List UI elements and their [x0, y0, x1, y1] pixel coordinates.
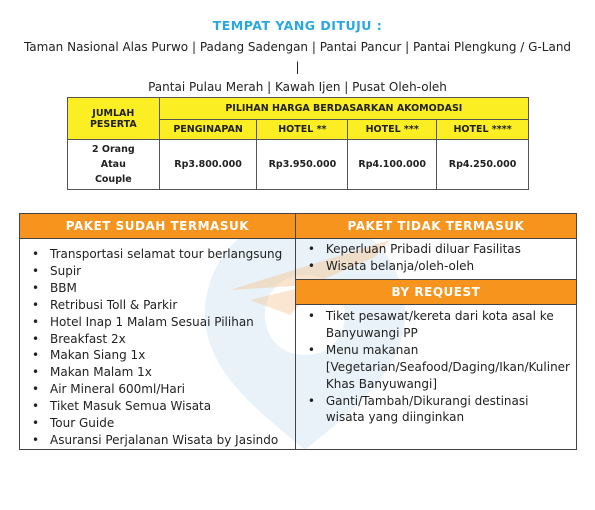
excluded-header: PAKET TIDAK TERMASUK: [295, 214, 576, 239]
list-item: • Breakfast 2x: [20, 331, 295, 348]
included-header: PAKET SUDAH TERMASUK: [20, 214, 296, 239]
destinations-heading: TEMPAT YANG DITUJU :: [212, 18, 383, 33]
list-item: • Menu makanan [Vegetarian/Seafood/Daging/Ikan/Kuliner Khas Banyuwangi]: [296, 342, 576, 393]
excluded-list: [296, 239, 576, 275]
list-item: • Tiket Masuk Semua Wisata: [20, 398, 295, 415]
list-item: • Air Mineral 600ml/Hari: [20, 381, 295, 398]
destinations-list: [22, 37, 573, 97]
package-table: [19, 213, 577, 450]
request-list: [296, 305, 576, 430]
destinations-line-2: Pantai Pulau Merah | Kawah Ijen | Pusat Oleh-oleh: [148, 80, 447, 94]
list-item: • Tour Guide: [20, 415, 295, 432]
price-cell: Rp4.250.000: [437, 140, 529, 190]
list-item: • Supir: [20, 263, 295, 280]
list-item: • Ganti/Tambah/Dikurangi destinasi wisata yang diinginkan: [296, 393, 576, 427]
list-item: • Hotel Inap 1 Malam Sesuai Pilihan: [20, 314, 295, 331]
list-item: • Makan Siang 1x: [20, 347, 295, 364]
list-item: • Makan Malam 1x: [20, 364, 295, 381]
price-cell: Rp4.100.000: [348, 140, 437, 190]
destinations-line-1: Taman Nasional Alas Purwo | Padang Sadengan | Pantai Pancur | Pantai Plengkung / G-Land |: [23, 40, 572, 74]
included-cell: [20, 239, 296, 450]
participants-label: 2 Orang Atau Couple: [92, 144, 135, 185]
list-item: • Asuransi Perjalanan Wisata by Jasindo: [20, 432, 295, 449]
participants-cell: [68, 140, 160, 190]
option-header: HOTEL ****: [437, 120, 529, 140]
option-header: HOTEL **: [257, 120, 348, 140]
price-cell: Rp3.800.000: [159, 140, 257, 190]
list-item: • Retribusi Toll & Parkir: [20, 297, 295, 314]
included-list: [20, 239, 295, 449]
price-table: [67, 97, 529, 190]
price-cell: Rp3.950.000: [257, 140, 348, 190]
list-item: • Keperluan Pribadi diluar Fasilitas: [296, 241, 576, 258]
request-header: BY REQUEST: [295, 280, 576, 305]
list-item: • Wisata belanja/oleh-oleh: [296, 258, 576, 275]
option-header: HOTEL ***: [348, 120, 437, 140]
option-header: PENGINAPAN: [159, 120, 257, 140]
accommodation-group-header: PILIHAN HARGA BERDASARKAN AKOMODASI: [159, 98, 528, 120]
excluded-cell: [295, 239, 576, 280]
list-item: • Tiket pesawat/kereta dari kota asal ke Banyuwangi PP: [296, 308, 576, 342]
list-item: • Transportasi selamat tour berlangsung: [20, 246, 295, 263]
list-item: • BBM: [20, 280, 295, 297]
request-cell: [295, 305, 576, 450]
participants-header: JUMLAH PESERTA: [68, 98, 160, 140]
